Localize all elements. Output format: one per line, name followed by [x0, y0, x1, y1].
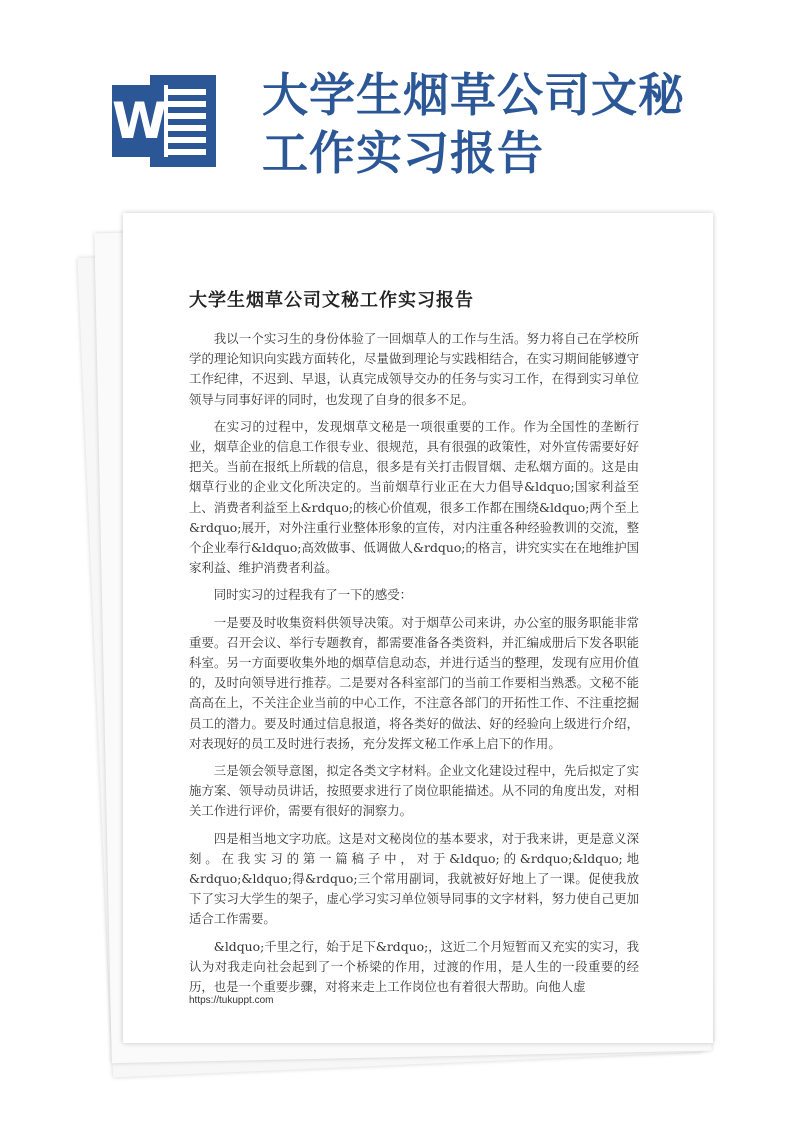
document-body: [189, 329, 639, 1004]
document-preview: [95, 205, 715, 1065]
paragraph: 一是要及时收集资料供领导决策。对于烟草公司来讲，办公室的服务职能非常重要。召开会议、举行专题教育，都需要准备各类资料，并汇编成册后下发各职能科室。另一方面要收集外地的烟草信息动态，并进行适当的整理，发现有应用价值的，及时向领导进行推荐。二是要对各科室部门的当前工作要相当熟悉。文秘不能高高在上，不关注企业当前的中心工作，不注意各部门的开拓性工作、不注重挖掘员工的潜力。要及时通过信息报道，将各类好的做法、好的经验向上级进行介绍，对表现好的员工及时进行表扬，充分发挥文秘工作承上启下的作用。: [189, 614, 639, 751]
source-url: https://tukuppt.com: [189, 995, 274, 1006]
paragraph: &ldquo;千里之行，始于足下&rdquo;，这近二个月短暂而又充实的实习，我认为对我走向社会起到了一个桥梁的作用，过渡的作用，是人生的一段重要的经历，也是一个重要步骤，对将来走上工作岗位也有着很大帮助。向他人虚: [189, 938, 639, 995]
paragraph: 在实习的过程中，发现烟草文秘是一项很重要的工作。作为全国性的垄断行业，烟草企业的信息工作很专业、很规范，具有很强的政策性，对外宣传需要好好把关。当前在报纸上所载的信息，很多是有关打击假冒烟、走私烟方面的。这是由烟草行业的企业文化所决定的。当前烟草行业正在大力倡导&ldquo;国家利益至上、消费者利益至上&rdquo;的核心价值观，很多工作都在围绕&ldquo;两个至上&rdquo;展开，对外注重行业整体形象的宣传，对内注重各种经验教训的交流，整个企业奉行&ldquo;高效做事、低调做人&rdquo;的格言，讲究实实在在地维护国家利益、维护消费者利益。: [189, 418, 639, 576]
paragraph: 四是相当地文字功底。这是对文秘岗位的基本要求，对于我来讲，更是意义深刻。在我实习的第一篇稿子中，对于&ldquo;的&rdquo;&ldquo;地&rdquo;&ldquo;得&rdquo;三个常用副词，我就被好好地上了一课。促使我放下了实习大学生的架子，虚心学习实习单位领导同事的文字材料，努力使自己更加适合工作需要。: [189, 830, 639, 927]
paragraph: 同时实习的过程我有了一下的感受：: [213, 587, 413, 603]
word-letter-icon: W: [112, 85, 168, 157]
page-header: [0, 0, 800, 200]
paragraph: 我以一个实习生的身份体验了一回烟草人的工作与生活。努力将自己在学校所学的理论知识向实践方面转化，尽量做到理论与实践相结合，在实习期间能够遵守工作纪律，不迟到、早退，认真完成领导交办的任务与实习工作，在得到实习单位领导与同事好评的同时，也发现了自身的很多不足。: [189, 331, 639, 407]
document-title: 大学生烟草公司文秘工作实习报告: [189, 290, 474, 311]
paragraph: 三是领会领导意图，拟定各类文字材料。企业文化建设过程中，先后拟定了实施方案、领导动员讲话，按照要求进行了岗位职能描述。从不同的角度出发，对相关工作进行评价，需要有很好的洞察力。: [189, 763, 639, 819]
word-document-icon: [112, 75, 216, 167]
page-title: 大学生烟草公司文秘工作实习报告: [262, 68, 685, 180]
document-page: [123, 213, 713, 1043]
